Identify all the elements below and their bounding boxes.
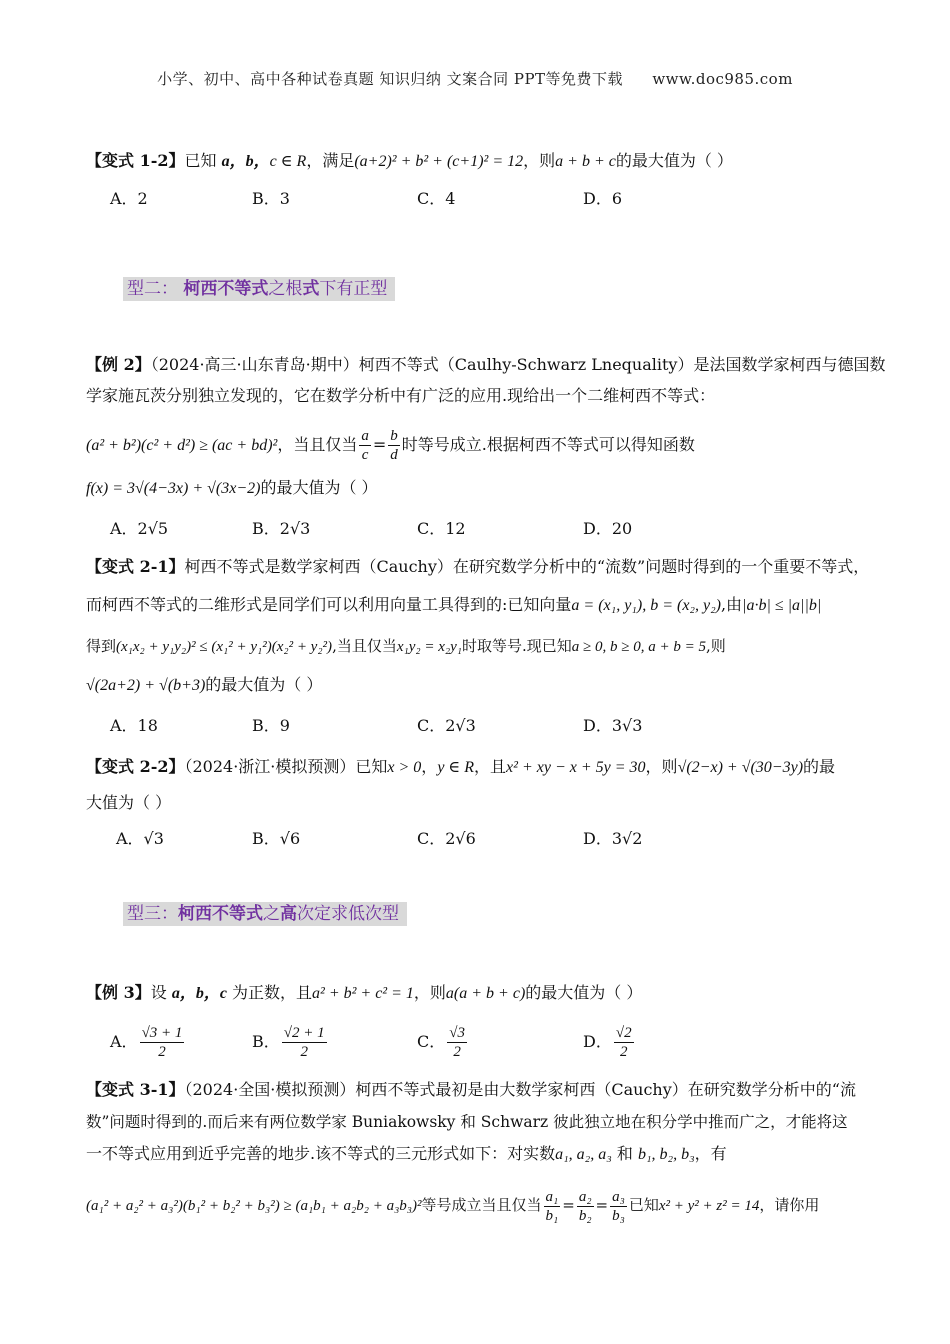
option-a[interactable]: A．√3: [116, 829, 164, 848]
example-2-line-3: (a² + b²)(c² + d²) ≥ (ac + bd)²，当且仅当 $\frac{a}{c}$ = $\frac{b}{d}$ 时等号成立.根据柯西不等式可以得知函数: [86, 428, 695, 463]
question-2-1-line-2: 而柯西不等式的二维形式是同学们可以利用向量工具得到的:已知向量a = (x₁, y₁), b = (x₂, y₂),由|a·b| ≤ |a||b|: [86, 595, 822, 614]
page-header: [0, 68, 950, 89]
option-a[interactable]: A．2√5: [110, 519, 169, 538]
question-1-2: 【变式 1-2】已知 a，b，c ∈ R，满足(a+2)² + b² + (c+1)² = 12，则a + b + c的最大值为（ ）: [86, 151, 733, 170]
question-tag: 【变式 2-2】: [86, 757, 185, 776]
header-text: 小学、初中、高中各种试卷真题 知识归纳 文案合同 PPT等免费下载: [157, 70, 624, 88]
example-3-line-1: 【例 3】设 a，b，c 为正数，且a² + b² + c² = 1，则a(a + b + c)的最大值为（ ）: [86, 983, 643, 1002]
header-url[interactable]: www.doc985.com: [652, 70, 793, 88]
option-d[interactable]: D．3√3: [583, 716, 643, 735]
question-tag: 【例 2】: [86, 355, 151, 374]
option-a[interactable]: A． $\frac{√3 + 1}{2}$: [110, 1025, 183, 1060]
question-2-1-line-1: 【变式 2-1】柯西不等式是数学家柯西（Cauchy）在研究数学分析中的“流数”问题时得到的一个重要不等式，: [86, 557, 870, 576]
option-b[interactable]: B．9: [252, 716, 290, 735]
equation: (a+2)² + b² + (c+1)² = 12: [354, 153, 524, 170]
question-tag: 【变式 1-2】: [86, 151, 185, 170]
question-3-1-line-1: 【变式 3-1】（2024·全国·模拟预测）柯西不等式最初是由大数学家柯西（Cauchy）在研究数学分析中的“流: [86, 1080, 856, 1099]
option-c[interactable]: C．4: [417, 189, 456, 208]
option-c[interactable]: C．2√3: [417, 716, 476, 735]
section-2-heading: 型二： 柯西不等式之根式下有正型: [123, 277, 395, 301]
question-2-1-line-4: √(2a+2) + √(b+3)的最大值为（ ）: [86, 675, 323, 694]
question-3-1-line-2: 数”问题时得到的.而后来有两位数学家 Buniakowsky 和 Schwarz 彼此独立地在积分学中推而广之，才能将这: [86, 1113, 848, 1131]
question-tag: 【变式 2-1】: [86, 557, 185, 576]
example-2-line-1: 【例 2】（2024·高三·山东青岛·期中）柯西不等式（Caulhy-Schwarz Lnequality）是法国数学家柯西与德国数: [86, 355, 886, 374]
cauchy-inequality: (a² + b²)(c² + d²) ≥ (ac + bd)²: [86, 437, 278, 454]
option-d[interactable]: D．20: [583, 519, 633, 538]
section-3-heading: 型三：柯西不等式之高次定求低次型: [123, 902, 407, 926]
option-c[interactable]: C． $\frac{√3}{2}$: [417, 1025, 465, 1060]
option-d[interactable]: D．3√2: [583, 829, 643, 848]
option-b[interactable]: B．3: [252, 189, 290, 208]
question-2-2-line-2: 大值为（ ）: [86, 793, 172, 812]
question-2-2-line-1: 【变式 2-2】（2024·浙江·模拟预测）已知x > 0，y ∈ R，且x² + xy − x + 5y = 30，则√(2−x) + √(30−3y)的最: [86, 757, 836, 776]
fraction-b-over-d: $\frac{b}{d}$: [390, 428, 398, 463]
option-d[interactable]: D．6: [583, 189, 623, 208]
option-b[interactable]: B．√6: [252, 829, 301, 848]
option-c[interactable]: C．2√6: [417, 829, 476, 848]
options-3: [110, 1018, 810, 1066]
question-3-1-line-4: (a₁² + a₂² + a₃²)(b₁² + b₂² + b₃²) ≥ (a₁b₁ + a₂b₂ + a₃b₃)²等号成立当且仅当 $\frac{\text{a₁}}{\text{b₁}}$ = $\frac{\text{a₂}}{\text{b₂}}$ = $\frac{\text{a₃}}{\text{b₃}}$ 已知x² + y² + z² = 14，请你用: [86, 1188, 820, 1224]
example-2-line-4: f(x) = 3√(4−3x) + √(3x−2)的最大值为（ ）: [86, 478, 378, 497]
three-term-inequality: (a₁² + a₂² + a₃²)(b₁² + b₂² + b₃²) ≥ (a₁b₁ + a₂b₂ + a₃b₃)²: [86, 1198, 422, 1214]
option-d[interactable]: D． $\frac{√2}{2}$: [583, 1025, 632, 1060]
question-tag: 【变式 3-1】: [86, 1080, 185, 1099]
question-3-1-line-3: 一不等式应用到近乎完善的地步.该不等式的三元形式如下：对实数a₁, a₂, a₃ 和 b₁, b₂, b₃，有: [86, 1144, 727, 1163]
option-c[interactable]: C．12: [417, 519, 466, 538]
example-2-line-2: 学家施瓦茨分别独立发现的，它在数学分析中有广泛的应用.现给出一个二维柯西不等式：: [86, 386, 716, 405]
question-tag: 【例 3】: [86, 983, 151, 1002]
function-f: f(x) = 3√(4−3x) + √(3x−2): [86, 480, 261, 497]
question-2-1-line-3: 得到(x₁x₂ + y₁y₂)² ≤ (x₁² + y₁²)(x₂² + y₂²),当且仅当x₁y₂ = x₂y₁时取等号.现已知a ≥ 0, b ≥ 0, a + b = 5,则: [86, 637, 726, 655]
fraction-a-over-c: $\frac{a}{c}$: [361, 428, 369, 463]
option-a[interactable]: A．2: [110, 189, 148, 208]
option-b[interactable]: B． $\frac{√2 + 1}{2}$: [252, 1025, 325, 1060]
option-a[interactable]: A．18: [110, 716, 158, 735]
option-b[interactable]: B．2√3: [252, 519, 311, 538]
